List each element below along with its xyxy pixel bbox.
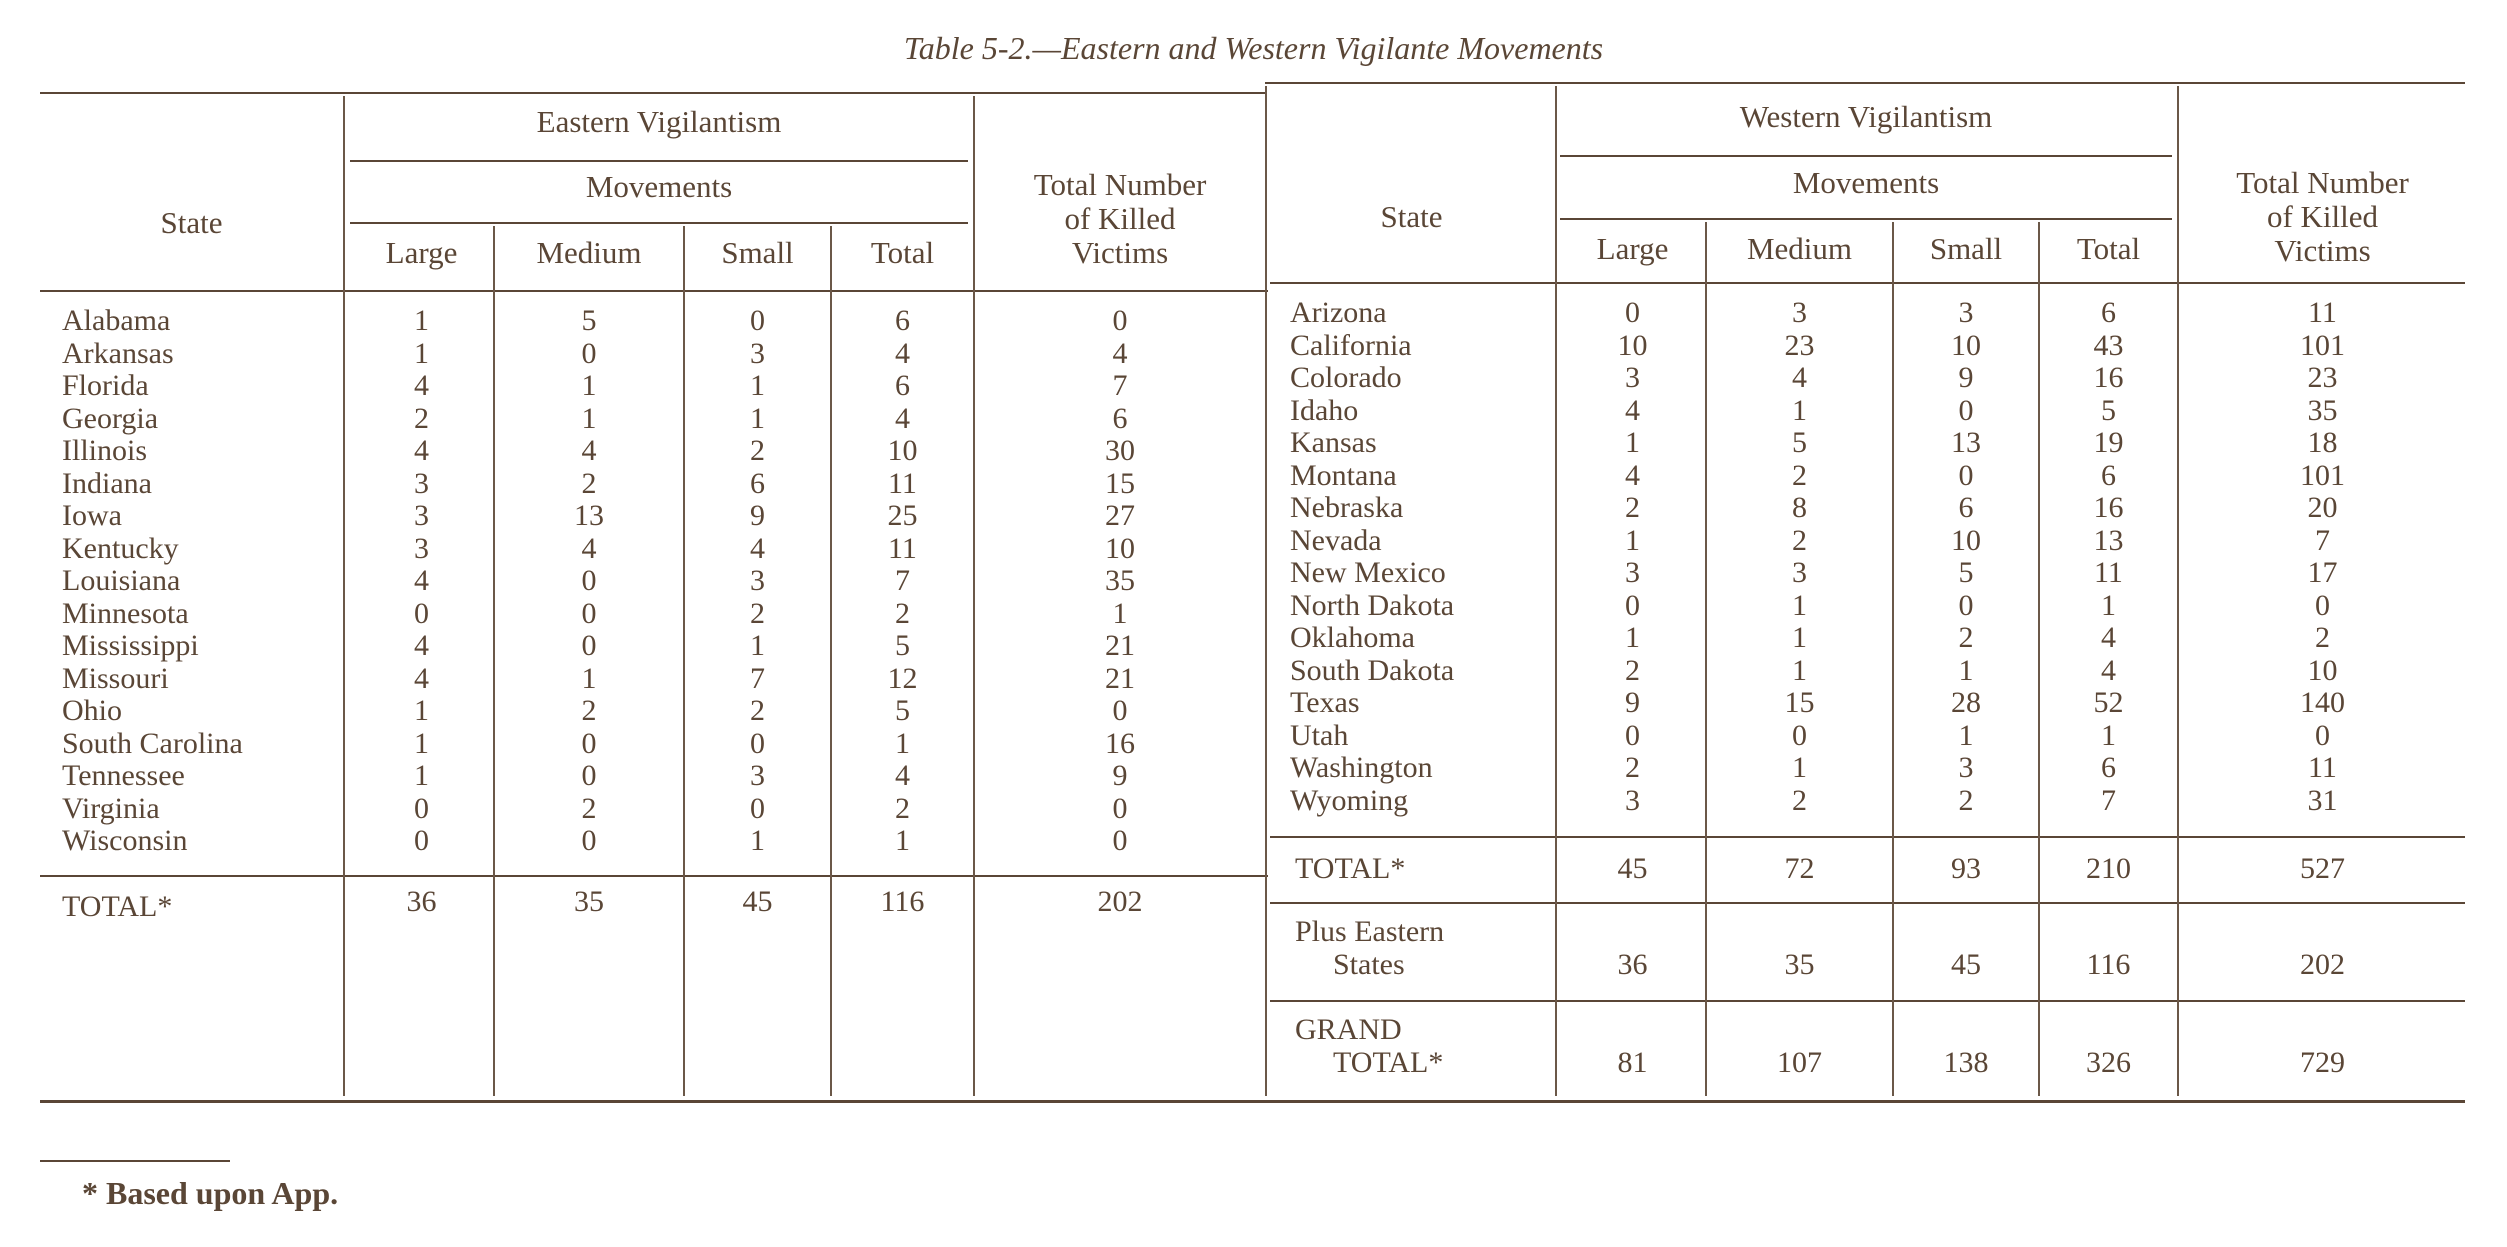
eastern-medium-cell: 1 [581,661,597,695]
western-killed-cell: 0 [2315,718,2330,752]
western-small-cell: 0 [1958,458,1974,492]
western-killed-cell: 140 [2300,686,2345,719]
western-state-cell: Arizona [1290,296,1387,329]
eastern-killed-cell: 16 [1105,726,1135,760]
eastern-medium-cell: 1 [581,401,597,435]
grand-total-label-line1: GRAND [1295,1013,1402,1046]
eastern-killed-header [975,168,1265,270]
eastern-total-cell: 6 [895,369,910,402]
western-medium-cell: 15 [1784,686,1815,719]
western-large-cell: 4 [1625,393,1640,427]
western-vline-5 [2177,86,2179,1096]
eastern-total-cell: 1 [895,824,910,857]
eastern-medium-cell: 5 [581,304,597,337]
western-medium-cell: 2 [1792,523,1807,557]
eastern-total-cell: 25 [887,499,918,532]
western-state-cell: Kansas [1290,426,1377,459]
eastern-total-small: 45 [742,885,773,918]
eastern-small-cell: 0 [750,304,765,337]
footnote: * Based upon App. [82,1175,339,1211]
eastern-killed-cell: 35 [1105,564,1135,597]
western-small-cell: 2 [1958,621,1974,654]
western-total-small: 93 [1951,852,1981,885]
grand-total-label-line2: TOTAL* [1333,1046,1444,1079]
eastern-small-cell: 0 [750,791,765,825]
western-small-cell: 0 [1958,393,1974,427]
western-killed-cell: 18 [2307,426,2338,459]
western-movements-underline [1560,218,2172,220]
eastern-large-cell: 3 [414,531,429,565]
eastern-small-cell: 1 [750,629,765,662]
western-state-cell: Nevada [1290,523,1382,557]
eastern-small-cell: 6 [750,466,765,500]
western-killed-cell: 17 [2307,556,2338,589]
eastern-total-rule [40,875,1268,877]
eastern-state-cell: South Carolina [62,726,243,760]
western-medium-header: Medium [1746,231,1853,266]
table-caption: Table 5-2.—Eastern and Western Vigilante Movements [903,30,1604,66]
eastern-state-cell: Virginia [62,791,160,825]
western-total-cell: 7 [2101,783,2116,817]
western-killed-column [2180,297,2465,817]
eastern-killed-header-line3: Victims [1071,235,1169,270]
eastern-group-underline [350,160,968,162]
western-killed-cell: 31 [2307,783,2338,817]
plus-eastern-label-line2: States [1333,948,1405,981]
eastern-state-cell: Illinois [62,434,148,467]
western-large-cell: 1 [1625,621,1640,654]
western-killed-cell: 101 [2300,458,2345,492]
western-movements-header: Movements [1792,165,1940,200]
eastern-state-header: State [160,205,223,240]
top-rule-left [40,92,1265,94]
eastern-large-cell: 3 [414,499,429,532]
eastern-medium-cell: 0 [581,759,597,792]
eastern-killed-cell: 27 [1105,499,1135,532]
plus-eastern-killed: 202 [2300,948,2345,981]
western-medium-cell: 1 [1792,588,1807,622]
eastern-large-cell: 2 [414,401,429,435]
western-state-cell: Montana [1290,458,1397,492]
western-medium-cell: 4 [1792,361,1807,394]
western-medium-cell: 8 [1792,491,1807,524]
western-killed-cell: 0 [2315,588,2330,622]
eastern-total-column [832,305,973,858]
western-killed-header [2180,166,2465,268]
eastern-medium-header: Medium [536,235,642,270]
western-state-cell: Nebraska [1290,491,1404,524]
eastern-large-cell: 0 [414,791,429,825]
western-small-cell: 6 [1958,491,1974,524]
eastern-state-cell: Louisiana [62,564,181,597]
eastern-killed-cell: 6 [1112,401,1128,435]
eastern-total-cell: 4 [895,401,910,435]
western-small-cell: 0 [1958,588,1974,622]
eastern-large-cell: 4 [414,629,429,662]
western-medium-cell: 3 [1792,556,1807,589]
eastern-medium-cell: 0 [581,726,597,760]
western-medium-cell: 1 [1792,621,1807,654]
western-total-cell: 4 [2101,653,2116,687]
western-total-header: Total [2076,231,2141,266]
eastern-large-cell: 1 [414,726,429,760]
eastern-total-cell: 11 [888,531,917,565]
western-total-cell: 6 [2101,751,2116,784]
eastern-killed-cell: 0 [1112,824,1128,857]
western-state-cell: New Mexico [1290,556,1446,589]
western-total-cell: 16 [2093,491,2124,524]
eastern-medium-cell: 4 [581,531,597,565]
eastern-large-header: Large [385,235,458,270]
western-medium-cell: 0 [1792,718,1807,752]
western-total-cell: 43 [2093,328,2124,362]
eastern-state-cell: Ohio [62,694,122,727]
western-large-cell: 3 [1625,361,1640,394]
western-state-cell: Texas [1290,686,1360,719]
eastern-small-cell: 1 [750,401,765,435]
eastern-vline-1 [343,96,345,1096]
eastern-large-cell: 1 [414,759,429,792]
western-killed-cell: 7 [2315,523,2330,557]
eastern-total-cell: 4 [895,759,910,792]
western-large-cell: 1 [1625,426,1640,459]
western-medium-cell: 2 [1792,783,1807,817]
eastern-killed-cell: 1 [1112,596,1128,630]
grand-total-medium: 107 [1777,1046,1822,1079]
eastern-killed-cell: 0 [1112,694,1128,727]
western-large-cell: 0 [1625,588,1640,622]
western-large-cell: 3 [1625,556,1640,589]
western-grand-rule [1270,1000,2465,1002]
eastern-total-cell: 5 [895,694,910,727]
western-state-cell: Utah [1290,718,1349,752]
western-medium-column [1707,297,1892,817]
western-large-cell: 10 [1617,328,1648,362]
western-plus-rule [1270,902,2465,904]
plus-eastern-total: 116 [2086,948,2131,981]
eastern-medium-cell: 0 [581,629,597,662]
eastern-state-cell: Minnesota [62,596,189,630]
footnote-rule [40,1160,230,1162]
western-killed-cell: 35 [2307,393,2338,427]
eastern-small-column [685,305,830,858]
western-killed-cell: 20 [2307,491,2338,524]
eastern-medium-cell: 2 [581,791,597,825]
western-small-cell: 10 [1951,523,1981,557]
eastern-large-cell: 4 [414,434,429,467]
plus-eastern-large: 36 [1617,948,1648,981]
western-large-cell: 4 [1625,458,1640,492]
western-state-column [1290,297,1555,817]
western-header-bottom [1270,282,2465,284]
western-small-cell: 1 [1958,718,1974,752]
western-total-cell: 1 [2101,588,2116,622]
eastern-killed-cell: 7 [1112,369,1128,402]
eastern-total-cell: 11 [888,466,917,500]
eastern-small-cell: 1 [750,824,765,857]
eastern-state-column [62,305,342,858]
plus-eastern-small: 45 [1951,948,1981,981]
eastern-total-cell: 2 [895,596,910,630]
eastern-medium-cell: 2 [581,466,597,500]
western-small-cell: 5 [1958,556,1974,589]
western-killed-cell: 23 [2307,361,2338,394]
eastern-state-cell: Kentucky [62,531,179,565]
eastern-killed-cell: 15 [1105,466,1135,500]
western-killed-header-line2: of Killed [2266,199,2379,234]
western-large-cell: 2 [1625,751,1640,784]
western-state-cell: Idaho [1290,393,1359,427]
western-medium-cell: 1 [1792,751,1807,784]
eastern-killed-cell: 4 [1112,336,1128,370]
eastern-small-cell: 2 [750,434,765,467]
western-total-label: TOTAL* [1295,852,1406,885]
western-state-cell: Wyoming [1290,783,1409,817]
western-small-column [1894,297,2038,817]
eastern-medium-cell: 0 [581,564,597,597]
eastern-large-cell: 1 [414,336,429,370]
eastern-state-cell: Indiana [62,466,152,500]
western-state-cell: Washington [1290,751,1433,784]
eastern-killed-cell: 30 [1105,434,1135,467]
western-small-cell: 1 [1958,653,1974,687]
western-total-rule [1270,836,2465,838]
western-medium-cell: 2 [1792,458,1807,492]
eastern-medium-cell: 1 [581,369,597,402]
eastern-total-cell: 5 [895,629,910,662]
western-small-cell: 3 [1958,296,1974,329]
western-state-cell: California [1290,328,1412,362]
eastern-killed-cell: 10 [1105,531,1135,565]
eastern-medium-cell: 0 [581,596,597,630]
eastern-state-cell: Mississippi [62,629,199,662]
eastern-large-cell: 1 [414,304,429,337]
western-vline-1 [1555,86,1557,1096]
western-small-cell: 10 [1951,328,1981,362]
eastern-total-medium: 35 [574,885,604,918]
western-total-cell: 5 [2101,393,2116,427]
western-total-medium: 72 [1784,852,1815,885]
western-large-cell: 2 [1625,653,1640,687]
western-total-large: 45 [1617,852,1648,885]
western-total-cell: 1 [2101,718,2116,752]
eastern-total-total: 116 [880,885,925,918]
eastern-large-cell: 3 [414,466,429,500]
western-small-cell: 3 [1958,751,1974,784]
eastern-killed-cell: 0 [1112,791,1128,825]
eastern-killed-cell: 21 [1105,629,1135,662]
western-killed-cell: 2 [2315,621,2330,654]
eastern-state-cell: Tennessee [62,759,185,792]
eastern-large-cell: 0 [414,596,429,630]
eastern-total-large: 36 [406,885,437,918]
eastern-state-cell: Wisconsin [62,824,188,857]
eastern-state-cell: Iowa [62,499,122,532]
eastern-medium-cell: 2 [581,694,597,727]
eastern-killed-cell: 0 [1112,304,1128,337]
eastern-small-cell: 1 [750,369,765,402]
western-small-header: Small [1929,231,2003,266]
eastern-movements-underline [350,222,968,224]
eastern-small-cell: 2 [750,694,765,727]
western-total-cell: 6 [2101,458,2116,492]
eastern-small-cell: 4 [750,531,765,565]
eastern-total-cell: 6 [895,304,910,337]
eastern-medium-column [495,305,683,858]
western-medium-cell: 23 [1784,328,1815,362]
eastern-state-cell: Missouri [62,661,169,695]
eastern-state-cell: Georgia [62,401,159,435]
eastern-large-column [350,305,493,858]
western-state-cell: Colorado [1290,361,1402,394]
eastern-small-cell: 9 [750,499,765,532]
eastern-small-cell: 2 [750,596,765,630]
western-small-cell: 13 [1951,426,1981,459]
plus-eastern-medium: 35 [1784,948,1815,981]
western-large-cell: 9 [1625,686,1640,719]
western-state-header: State [1380,199,1443,234]
western-state-cell: North Dakota [1290,588,1455,622]
eastern-large-cell: 4 [414,369,429,402]
eastern-killed-header-line1: Total Number [1033,167,1207,202]
eastern-small-cell: 0 [750,726,765,760]
western-killed-header-line1: Total Number [2236,165,2409,200]
eastern-group-header: Eastern Vigilantism [536,104,782,139]
eastern-state-cell: Florida [62,369,149,402]
eastern-total-killed: 202 [1097,885,1143,918]
grand-total-killed: 729 [2300,1046,2345,1079]
eastern-total-cell: 1 [895,726,910,760]
western-killed-cell: 101 [2300,328,2345,362]
grand-total-large: 81 [1617,1046,1648,1079]
eastern-small-header: Small [721,235,794,270]
western-medium-cell: 3 [1792,296,1807,329]
western-state-cell: South Dakota [1290,653,1455,687]
western-total-column [2040,297,2177,817]
western-total-cell: 4 [2101,621,2116,654]
western-large-header: Large [1596,231,1669,266]
eastern-small-cell: 3 [750,336,765,370]
western-killed-header-line3: Victims [2274,233,2371,268]
western-small-cell: 28 [1951,686,1981,719]
western-large-cell: 1 [1625,523,1640,557]
western-total-cell: 19 [2093,426,2124,459]
western-total-killed: 527 [2300,852,2345,885]
eastern-small-cell: 3 [750,759,765,792]
eastern-total-cell: 7 [895,564,910,597]
western-total-total: 210 [2086,852,2131,885]
western-group-header: Western Vigilantism [1739,99,1993,134]
western-small-cell: 2 [1958,783,1974,817]
western-total-cell: 6 [2101,296,2116,329]
eastern-medium-cell: 13 [574,499,604,532]
eastern-medium-cell: 0 [581,824,597,857]
western-small-cell: 9 [1958,361,1974,394]
eastern-small-cell: 7 [750,661,765,695]
eastern-killed-column [975,305,1265,858]
eastern-movements-header: Movements [585,169,733,204]
center-vline [1265,86,1267,1096]
eastern-state-cell: Arkansas [62,336,174,370]
eastern-killed-cell: 9 [1112,759,1128,792]
eastern-total-cell: 2 [895,791,910,825]
eastern-total-label: TOTAL* [62,890,173,923]
eastern-total-cell: 12 [887,661,918,695]
grand-total-total: 326 [2086,1046,2131,1079]
western-large-cell: 0 [1625,718,1640,752]
western-medium-cell: 5 [1792,426,1807,459]
western-killed-cell: 11 [2308,296,2337,329]
western-total-cell: 16 [2093,361,2124,394]
grand-total-small: 138 [1943,1046,1989,1079]
western-state-cell: Oklahoma [1290,621,1415,654]
eastern-large-cell: 0 [414,824,429,857]
eastern-state-cell: Alabama [62,304,171,337]
eastern-killed-header-line2: of Killed [1064,201,1176,236]
eastern-large-cell: 4 [414,564,429,597]
western-medium-cell: 1 [1792,653,1807,687]
eastern-medium-cell: 0 [581,336,597,370]
western-large-cell: 0 [1625,296,1640,329]
eastern-total-cell: 10 [887,434,918,467]
bottom-rule [40,1100,2465,1103]
western-total-cell: 13 [2093,523,2124,557]
eastern-total-header: Total [870,235,935,270]
top-rule-right [1265,82,2465,84]
western-large-cell: 2 [1625,491,1640,524]
western-total-cell: 52 [2093,686,2124,719]
western-killed-cell: 10 [2307,653,2338,687]
western-total-cell: 11 [2094,556,2123,589]
western-large-cell: 3 [1625,783,1640,817]
eastern-large-cell: 4 [414,661,429,695]
eastern-killed-cell: 21 [1105,661,1135,695]
eastern-medium-cell: 4 [581,434,597,467]
plus-eastern-label-line1: Plus Eastern [1295,915,1445,948]
western-medium-cell: 1 [1792,393,1807,427]
eastern-total-cell: 4 [895,336,910,370]
eastern-large-cell: 1 [414,694,429,727]
western-large-column [1560,297,1705,817]
eastern-header-bottom [40,290,1268,292]
western-group-underline [1560,155,2172,157]
eastern-small-cell: 3 [750,564,765,597]
western-killed-cell: 11 [2308,751,2337,784]
